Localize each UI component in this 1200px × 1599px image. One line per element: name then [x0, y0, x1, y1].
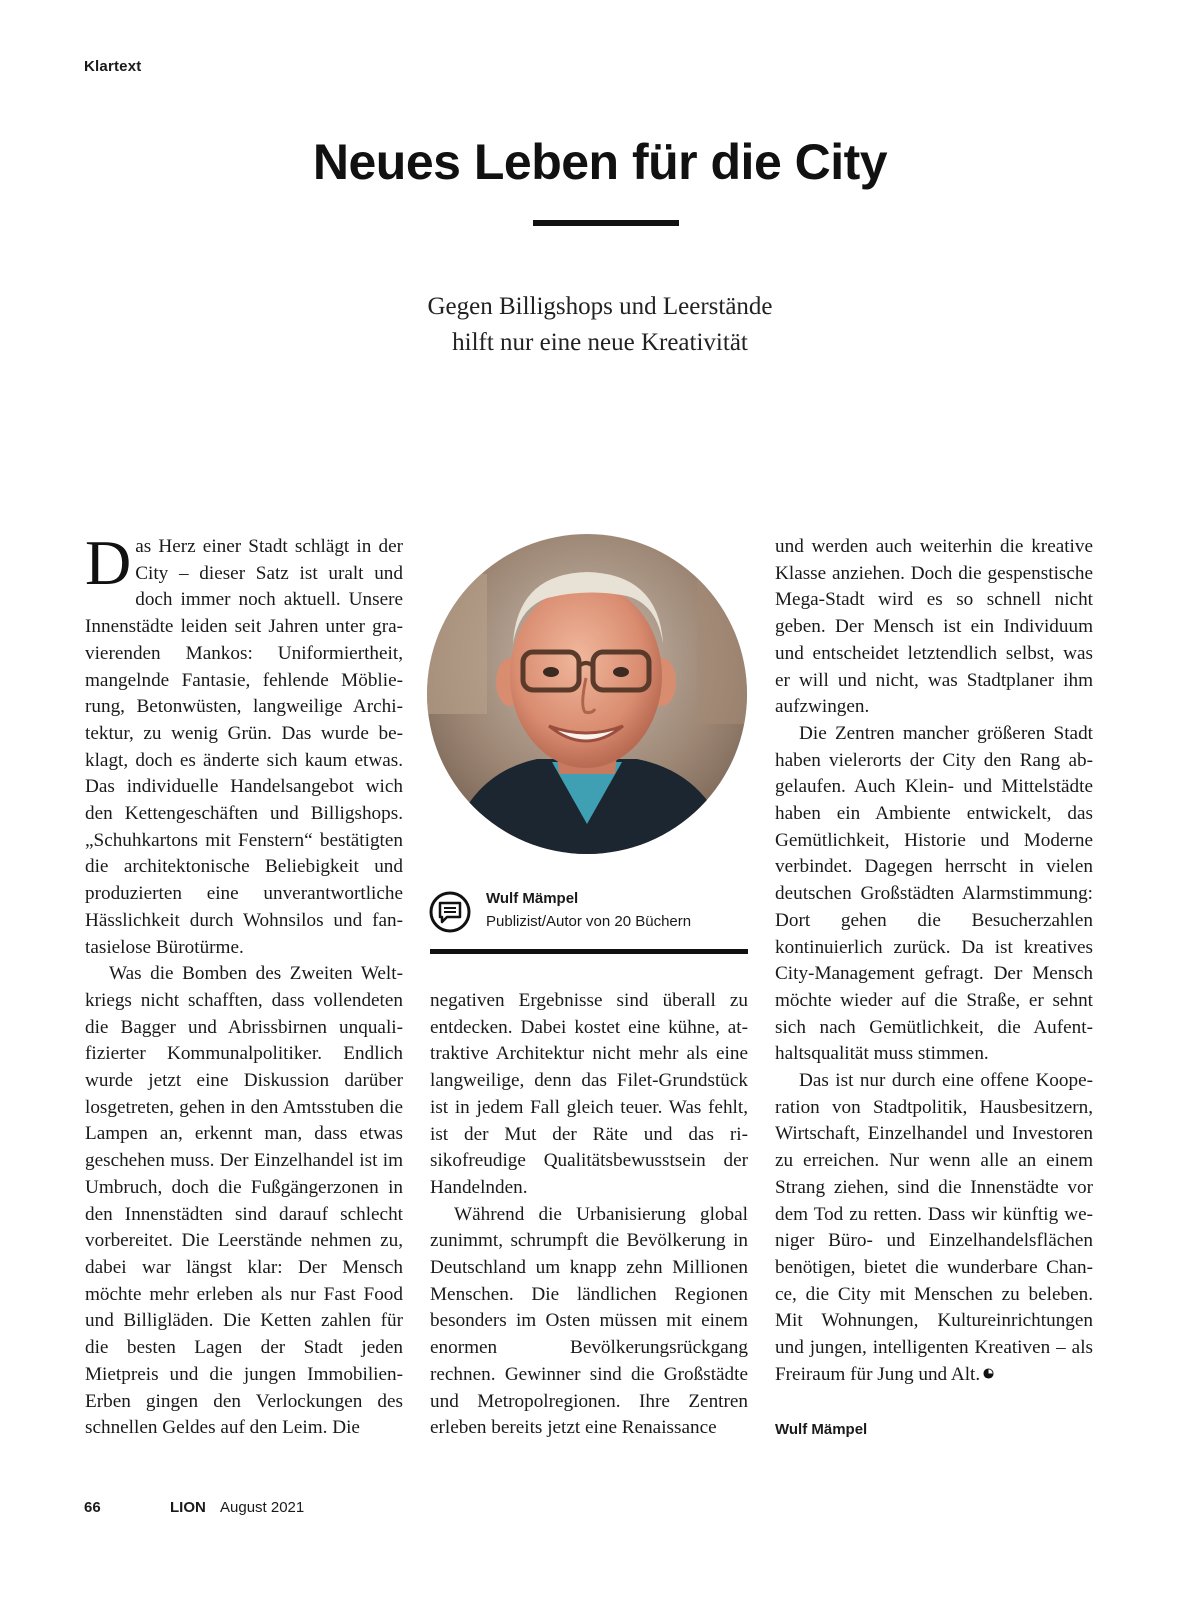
author-portrait — [427, 534, 747, 854]
subtitle-line-1: Gegen Billigshops und Leerstände — [427, 293, 773, 320]
speech-bubble-icon — [428, 890, 472, 934]
author-signature: Wulf Mämpel — [775, 1421, 868, 1438]
drop-cap: D — [85, 527, 132, 598]
paragraph: und werden auch weiterhin die kreative Klasse anziehen. Doch die gespenstische Mega-Stadt wird es so schnell nicht geben. Der Mensch ist ein Individuum und entscheidet letztendlich selbst, was er will und nicht, was Stadtplaner ihm aufzwingen. — [775, 536, 1093, 718]
paragraph — [775, 1068, 1093, 1388]
paragraph-text: Das ist nur durch eine offene Kooperation von Stadtpolitik, Hausbesitzern, Wirtschaft, Einzelhandel und Investoren zu erreichen. Nur wenn alle an einem Strang ziehen, sind die Innenstädte vor dem Tod zu retten. Dass wir künftig weniger Büro- und Einzelhandelsflächen benötigen, bietet die wunderbare Chance, die City mit Menschen zu beleben. Mit Wohnungen, Kultureinrichtungen und jungen, intelligenten Kreativen – als Freiraum für Jung und Alt. — [775, 1070, 1093, 1385]
article-subtitle — [0, 289, 1200, 361]
title-underline — [533, 220, 679, 226]
paragraph: negativen Ergebnisse sind überall zu entdecken. Dabei kostet eine kühne, attraktive Architektur nicht mehr als eine langweilige, denn das Filet-Grundstück ist in jedem Fall gleich teuer. Was fehlt, ist der Mut der Räte und das risikofreudige Qualitätsbewusstsein der Handelnden. — [430, 990, 748, 1198]
caption-divider — [430, 949, 748, 954]
caption-author-role: Publizist/Autor von 20 Büchern — [486, 913, 692, 930]
portrait-illustration — [427, 534, 747, 854]
subtitle-line-2: hilft nur eine neue Kreativität — [452, 329, 748, 356]
body-column-3 — [775, 534, 1093, 1389]
page-footer — [84, 1499, 305, 1516]
issue-date: August 2021 — [220, 1499, 305, 1516]
body-column-2 — [430, 988, 748, 1442]
caption-author-name: Wulf Mämpel — [486, 890, 579, 907]
paragraph-text: as Herz einer Stadt schlägt in der City – dieser Satz ist uralt und doch immer noch aktuell. Unsere Innenstädte leiden seit Jahren unter gravierenden Mankos: Uniformiertheit, mangelnde Fantasie, fehlende Möblierung, Betonwüsten, langweilige Architektur, zu wenig Grün. Das wurde beklagt, doch es änderte sich kaum etwas. Das individuelle Handelsangebot wich den Kettengeschäften und Billigshops. „Schuhkartons mit Fenstern“ bestätigten die architektonische Beliebigkeit und produzierten eine unverantwortliche Hässlichkeit durch Wohnsilos und fantasielose Bürotürme. — [85, 536, 403, 958]
body-column-1 — [85, 527, 403, 1442]
article-title: Neues Leben für die City — [312, 134, 888, 190]
section-label: Klartext — [84, 58, 142, 75]
paragraph: Während die Urbanisierung global zunimmt, schrumpft die Bevölkerung in Deutschland um knapp zehn Millionen Menschen. Die ländlichen Regionen besonders im Osten müssen mit einem enormen Bevölkerungsrückgang rechnen. Gewinner sind die Großstädte und Metropolregionen. Ihre Zentren erleben bereits jetzt eine Renaissance — [430, 1203, 748, 1439]
end-of-article-icon — [983, 1368, 994, 1379]
magazine-name: LION — [170, 1499, 206, 1516]
paragraph: Was die Bomben des Zweiten Weltkriegs nicht schafften, dass vollendeten die Bagger und Abrissbirnen unqualifizierter Kommunalpolitiker. Endlich wurde jetzt eine Diskussion darüber losgetreten, gehen in den Amtsstuben die Lampen an, erkennt man, dass etwas geschehen muss. Der Einzelhandel ist im Umbruch, doch die Fußgängerzonen in den Innenstädten sind darauf schlecht vorbereitet. Die Leerstände nehmen zu, dabei war längst klar: Der Mensch möchte mehr erleben als nur Fast Food und Billigläden. Die Ketten zahlen für die besten Lagen der Stadt jeden Mietpreis und die jungen Immobilien-Erben gingen den Verlockungen des schnellen Geldes auf den Leim. Die — [85, 963, 403, 1439]
paragraph: Die Zentren mancher größeren Stadt haben vielerorts der City den Rang abgelaufen. Auch Klein- und Mittelstädte haben ein Ambiente entwickelt, das Gemütlichkeit, Historie und Moderne verbindet. Dagegen herrscht in vielen deutschen Großstädten Alarmstimmung: Dort gehen die Besucherzahlen kontinuierlich zurück. Da ist kreatives City-Management gefragt. Der Mensch möchte wieder auf die Straße, er sehnt sich nach Gemütlichkeit, die Aufenthaltsqualität muss stimmen. — [775, 722, 1093, 1065]
page-number: 66 — [84, 1499, 101, 1516]
paragraph — [85, 527, 403, 961]
